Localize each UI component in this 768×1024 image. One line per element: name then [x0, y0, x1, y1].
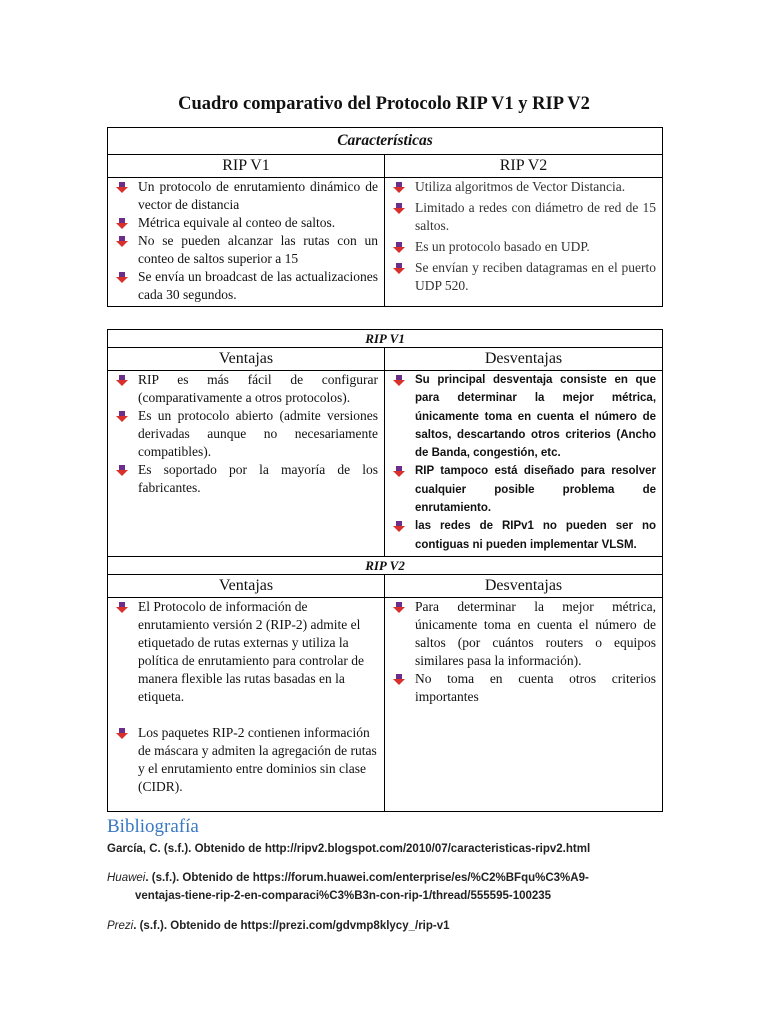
bullet-arrow-icon	[116, 411, 128, 422]
list-item: Un protocolo de enrutamiento dinámico de vector de distancia	[112, 178, 378, 214]
col-header-rip-v1: RIP V1	[108, 155, 385, 178]
bullet-arrow-icon	[393, 242, 405, 253]
list-item: Es un protocolo basado en UDP.	[389, 238, 656, 256]
rip-v1-advantages-cell	[108, 371, 385, 557]
page-title: Cuadro comparativo del Protocolo RIP V1 y RIP V2	[178, 94, 590, 114]
rip-v1-disadvantages-header: Desventajas	[385, 348, 663, 371]
list-item: No toma en cuenta otros criterios importantes	[389, 670, 656, 706]
bullet-arrow-icon	[393, 674, 405, 685]
rip-v1-disadvantages-cell	[385, 371, 663, 557]
rip-v2-disadvantages-header: Desventajas	[385, 574, 663, 597]
bullet-arrow-icon	[393, 263, 405, 274]
rip-v2-advantages-list	[108, 598, 384, 798]
bullet-arrow-icon	[116, 272, 128, 283]
bullet-arrow-icon	[116, 465, 128, 476]
characteristics-table	[107, 127, 663, 307]
rip-v1-characteristics-cell	[108, 178, 385, 307]
rip-v2-section-header: RIP V2	[108, 556, 663, 574]
bullet-arrow-icon	[116, 236, 128, 247]
list-item: Limitado a redes con diámetro de red de 15 saltos.	[389, 199, 656, 235]
list-item: Los paquetes RIP-2 contienen información de máscara y admiten la agregación de rutas y el enrutamiento entre dominios sin clase (CIDR).	[112, 724, 378, 796]
list-item: Para determinar la mejor métrica, únicamente toma en cuenta el número de saltos (por cuántos routers o equipos similares pasa la información).	[389, 598, 656, 670]
bullet-arrow-icon	[116, 182, 128, 193]
bullet-arrow-icon	[393, 466, 405, 477]
list-item: Métrica equivale al conteo de saltos.	[112, 214, 378, 232]
list-item: No se pueden alcanzar las rutas con un conteo de saltos superior a 15	[112, 232, 378, 268]
rip-v1-disadvantages-list	[385, 371, 662, 556]
rip-v2-advantages-header: Ventajas	[108, 574, 385, 597]
advantages-table	[107, 329, 663, 812]
rip-v2-characteristics-cell	[385, 178, 663, 307]
list-item: Es soportado por la mayoría de los fabricantes.	[112, 461, 378, 497]
spacer	[112, 706, 378, 724]
bullet-arrow-icon	[393, 602, 405, 613]
reference-3: Prezi. (s.f.). Obtenido de https://prezi.com/gdvmp8klycy_/rip-v1	[107, 920, 450, 932]
bullet-arrow-icon	[116, 375, 128, 386]
rip-v2-advantages-cell	[108, 597, 385, 811]
list-item: Se envían y reciben datagramas en el puerto UDP 520.	[389, 259, 656, 295]
list-item: El Protocolo de información de enrutamiento versión 2 (RIP-2) admite el etiquetado de rutas externas y utiliza la política de enrutamiento para controlar de manera flexible las rutas basadas en la etiqueta.	[112, 598, 378, 706]
characteristics-header: Características	[108, 128, 663, 155]
rip-v2-characteristics-list	[385, 178, 662, 297]
reference-2: Huawei. (s.f.). Obtenido de https://forum.huawei.com/enterprise/es/%C2%BFqu%C3%A9- ventajas-tiene-rip-2-en-comparaci%C3%B3n-con-rip-1/thread/555595-100235	[107, 872, 589, 902]
list-item: RIP es más fácil de configurar (comparativamente a otros protocolos).	[112, 371, 378, 407]
bullet-arrow-icon	[116, 218, 128, 229]
bullet-arrow-icon	[393, 521, 405, 532]
bullet-arrow-icon	[393, 182, 405, 193]
list-item: Su principal desventaja consiste en que para determinar la mejor métrica, únicamente toma en cuenta el número de saltos, descartando otros criterios (Ancho de Banda, congestión, etc.	[389, 371, 656, 462]
list-item: Se envía un broadcast de las actualizaciones cada 30 segundos.	[112, 268, 378, 304]
bullet-arrow-icon	[116, 602, 128, 613]
col-header-rip-v2: RIP V2	[385, 155, 663, 178]
rip-v1-section-header: RIP V1	[108, 330, 663, 348]
list-item: Es un protocolo abierto (admite versiones derivadas aunque no necesariamente compatibles).	[112, 407, 378, 461]
rip-v1-characteristics-list	[108, 178, 384, 306]
rip-v2-disadvantages-cell	[385, 597, 663, 811]
bullet-arrow-icon	[116, 728, 128, 739]
rip-v2-disadvantages-list	[385, 598, 662, 708]
reference-1: García, C. (s.f.). Obtenido de http://ripv2.blogspot.com/2010/07/caracteristicas-ripv2.html	[107, 843, 591, 855]
list-item: Utiliza algoritmos de Vector Distancia.	[389, 178, 656, 196]
rip-v1-advantages-list	[108, 371, 384, 499]
list-item: las redes de RIPv1 no pueden ser no contiguas ni pueden implementar VLSM.	[389, 517, 656, 554]
bibliography-heading: Bibliografía	[107, 816, 199, 837]
rip-v1-advantages-header: Ventajas	[108, 348, 385, 371]
bullet-arrow-icon	[393, 203, 405, 214]
bullet-arrow-icon	[393, 375, 405, 386]
list-item: RIP tampoco está diseñado para resolver cualquier posible problema de enrutamiento.	[389, 462, 656, 517]
